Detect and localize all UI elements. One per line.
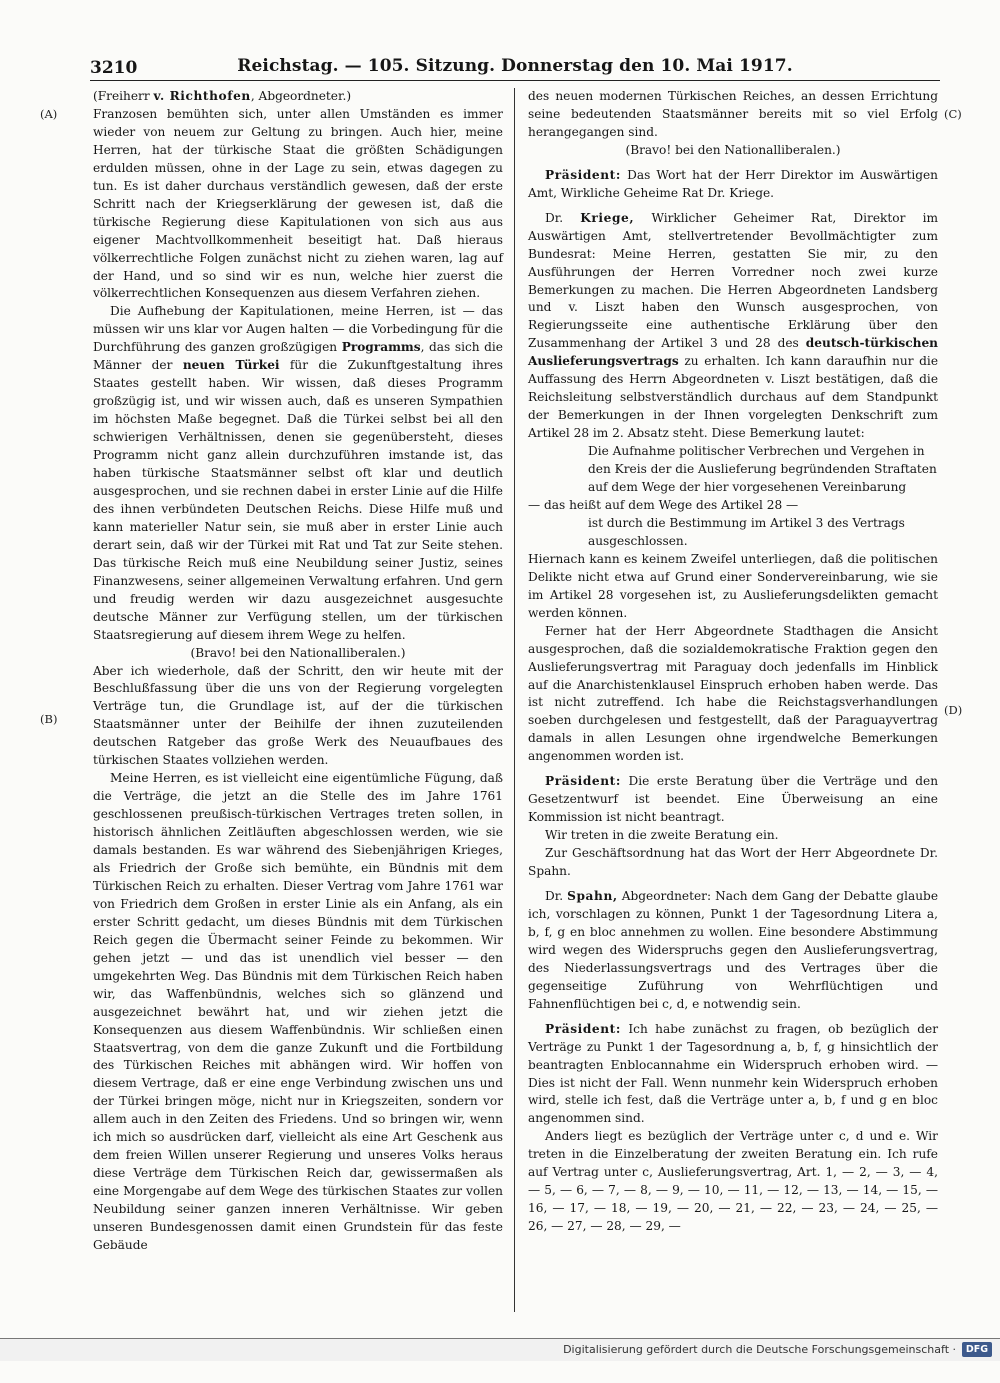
margin-marker-c: (C): [944, 107, 962, 121]
paragraph: Wir treten in die zweite Beratung ein.: [545, 828, 779, 843]
interjection: (Bravo! bei den Nationalliberalen.): [625, 142, 841, 157]
president-label: Präsident:: [545, 774, 621, 789]
left-column: [93, 88, 503, 1255]
margin-marker-a: (A): [40, 107, 58, 121]
president-label: Präsident:: [545, 1021, 621, 1036]
margin-marker-b: (B): [40, 712, 58, 726]
dfg-logo-icon: DFG: [962, 1342, 992, 1357]
quotation: ist durch die Bestimmung im Artikel 3 des Vertrags ausgeschlossen.: [588, 515, 905, 548]
footer-bar: [0, 1338, 1000, 1361]
column-divider: [514, 88, 515, 1312]
page-number: 3210: [90, 58, 138, 78]
right-column: [528, 88, 938, 1236]
paragraph: Hiernach kann es keinem Zweifel unterliegen, daß die politischen Delikte nicht etwa auf Grund einer Sondervereinbarung, wie sie im Artikel 28 vorgesehen ist, zu Auslieferungsdelikten gemacht werden können.: [528, 551, 938, 620]
funding-notice: Digitalisierung gefördert durch die Deutsche Forschungsgemeinschaft ·: [563, 1343, 956, 1356]
president-label: Präsident:: [545, 167, 621, 182]
speech-kriege: Dr. Kriege, Wirklicher Geheimer Rat, Direktor im Auswärtigen Amt, stellvertretender Bevollmächtigter zum Bundesrat: Meine Herren, gestatten Sie mir, zu den Ausführungen der Herren Vorredner noch zwei kurze Bemerkungen zu machen. Die Herren Abgeordneten Landsberg und v. Liszt haben den Wunsch ausgesprochen, von Regierungsseite eine authentische Erklärung über den Zusammenhang der Artikel 3 und 28 des deutsch-türkischen Auslieferungsvertrags zu erhalten. Ich kann daraufhin nur die Auffassung des Herrn Abgeordneten v. Liszt bestätigen, daß die Reichsleitung selbstverständlich durchaus auf dem Standpunkt der Bemerkungen in der Ihnen vorgelegten Denkschrift zum Artikel 28 im 2. Absatz steht. Diese Bemerkung lautet:: [528, 210, 938, 441]
speaker-name: v. Richthofen: [153, 89, 251, 103]
paragraph: Franzosen bemühten sich, unter allen Umständen es immer wieder von neuem zur Geltung zu bringen. Auch hier, meine Herren, hat der türkische Staat die größten Schädigungen erdulden müssen, ohne in der Lage zu sein, etwas dagegen zu tun. Es ist daher durchaus verständlich gewesen, daß der erste Schritt nach der Kriegserklärung der gewesen ist, daß die türkische Regierung diese Kapitulationen von sich aus aus eigener Machtvollkommenheit beseitigt hat. Daß hieraus völkerrechtliche Folgen zunächst nicht zu ziehen waren, lag auf der Hand, und so sind wir es nun, welche hier zuerst die völkerrechtlichen Konsequenzen aus diesem Verfahren ziehen.: [93, 106, 503, 301]
paragraph: Anders liegt es bezüglich der Verträge unter c, d und e. Wir treten in die Einzelberatung der zweiten Beratung ein. Ich rufe auf Vertrag unter c, Auslieferungsvertrag, Art. 1, — 2, — 3, — 4, — 5, — 6, — 7, — 8, — 9, — 10, — 11, — 12, — 13, — 14, — 15, — 16, — 17, — 18, — 19, — 20, — 21, — 22, — 23, — 24, — 25, — 26, — 27, — 28, — 29, —: [528, 1129, 938, 1234]
speaker-title: Freiherr: [97, 89, 150, 103]
president-statement: Präsident: Ich habe zunächst zu fragen, ob bezüglich der Verträge zu Punkt 1 der Tagesordnung a, b, f, g hinsichtlich der beantragten Enblocannahme ein Widerspruch erhoben wird. — Dies ist nicht der Fall. Wenn nunmehr kein Widerspruch erhoben wird, stelle ich fest, daß die Verträge unter a, b, f und g en bloc angenommen sind.: [528, 1021, 939, 1126]
page-header: [90, 54, 940, 81]
speaker-name: Kriege,: [580, 210, 635, 225]
quotation-aside: — das heißt auf dem Wege des Artikel 28 —: [528, 497, 799, 512]
quotation: Die Aufnahme politischer Verbrechen und Vergehen in den Kreis der die Auslieferung begründenden Straftaten auf dem Wege der hier vorgesehenen Vereinbarung: [588, 444, 937, 495]
margin-marker-d: (D): [944, 703, 963, 717]
paragraph-programm: Die Aufhebung der Kapitulationen, meine Herren, ist — das müssen wir uns klar vor Augen halten — die Vorbedingung für die Durchführung des ganzen großzügigen Programms, das sich die Männer der neuen Türkei für die Zukunftgestaltung ihres Staates gestellt haben. Wir wissen, daß dieses Programm großzügig ist, und wir wissen auch, daß es unseren Sympathien im höchsten Maße begegnet. Daß die Türkei selbst bei all den schwierigen Verhältnissen, denen sie gegenübersteht, dieses Programm nicht ganz allein durchzuführen imstande ist, das haben türkische Staatsmänner selbst oft klar und deutlich ausgesprochen, und sie rechnen dabei in erster Linie auf die Hilfe des ihnen verbündeten Deutschen Reichs. Diese Hilfe muß und kann materieller Natur sein, sie muß aber in erster Linie auch derart sein, daß wir der Türkei mit Rat und Tat zur Seite stehen. Das türkische Reich muß eine Neubildung seiner Justiz, seines Finanzwesens, seiner allgemeinen Verwaltung erfahren. Und gern und freudig werden wir dazu ausgezeichnet ausgesuchte deutsche Männer zur Verfügung stellen, um der türkischen Staatsregierung auf diesem ihrem Wege zu helfen.: [93, 304, 503, 642]
speaker-note: (Freiherr v. Richthofen, Abgeordneter.): [93, 89, 352, 103]
president-statement: Präsident: Das Wort hat der Herr Direktor im Auswärtigen Amt, Wirkliche Geheime Rat Dr. Kriege.: [528, 167, 938, 200]
emphasis-programms: Programms: [341, 340, 421, 355]
paragraph: Meine Herren, es ist vielleicht eine eigentümliche Fügung, daß die Verträge, die jetzt an die Stelle des im Jahre 1761 geschlossenen preußisch-türkischen Vertrages treten sollen, in historisch ähnlichen Zeitläuften abgeschlossen werden, wie sie damals bestanden. Es war während des Siebenjährigen Krieges, als Friedrich der Große sich bemühte, ein Bündnis mit dem Türkischen Reich zu erhalten. Dieser Vertrag vom Jahre 1761 war von Friedrich dem Großen in erster Linie als ein Anfang, als ein erster Schritt gedacht, um dieses Bündnis mit dem Türkischen Reich gegen die Übermacht seiner Feinde zu bekommen. Wir gehen jetzt — und das ist unendlich viel besser — den umgekehrten Weg. Das Bündnis mit dem Türkischen Reich haben wir, das Waffenbündnis, welches sich so glänzend und ausgezeichnet bewährt hat, und wir ziehen jetzt die Konsequenzen aus diesem Waffenbündnis. Wir schließen einen Staatsvertrag, von dem die ganze Zukunft und die Fortbildung des Türkischen Reiches mit abhängen wird. Wir hoffen von diesem Vertrage, daß er eine enge Verbindung zwischen uns und der Türkei bringen möge, nicht nur in Kriegszeiten, sondern vor allem auch in den Zeiten des Friedens. Und so bringen wir, wenn ich mich so ausdrücken darf, vielleicht als eine Art Geschenk aus dem freien Willen unserer Regierung und unseres Volks heraus diese Verträge dem Türkischen Reich dar, gewissermaßen als eine Morgengabe auf dem Wege des türkischen Staates zur vollen Neubildung seiner ganzen inneren Verhältnisse. Wir geben unseren Bundesgenossen damit einen Grundstein für das feste Gebäude: [93, 771, 503, 1252]
interjection: (Bravo! bei den Nationalliberalen.): [190, 645, 406, 660]
speaker-role: , Abgeordneter.): [250, 89, 352, 103]
speech-spahn: Dr. Spahn, Abgeordneter: Nach dem Gang der Debatte glaube ich, vorschlagen zu können, Punkt 1 der Tagesordnung Litera a, b, f, g en bloc annehmen zu wollen. Eine besondere Abstimmung wird wegen des Widerspruchs gegen den Auslieferungsvertrag, des Niederlassungsvertrags und des Vertrages über die gegenseitige Zuführung von Wehrflüchtigen und Fahnenflüchtigen bei c, d, e notwendig sein.: [528, 888, 939, 1011]
paragraph: Ferner hat der Herr Abgeordnete Stadthagen die Ansicht ausgesprochen, daß die sozialdemokratische Fraktion gegen den Auslieferungsvertrag mit Paraguay doch jedenfalls im Hinblick auf die Anarchistenklausel Einspruch erhoben haben werde. Das ist nicht zutreffend. Ich habe die Reichstagsverhandlungen soeben durchgelesen und festgestellt, daß der Paraguayvertrag damals in allen Lesungen ohne irgendwelche Bemerkungen angenommen worden ist.: [528, 623, 938, 764]
paragraph: Zur Geschäftsordnung hat das Wort der Herr Abgeordnete Dr. Spahn.: [528, 846, 938, 879]
emphasis-neue-tuerkei: neuen Türkei: [182, 358, 280, 373]
emphasis-vertrag: deutsch-türkischen Auslieferungsvertrags: [528, 336, 938, 369]
paragraph: Aber ich wiederhole, daß der Schritt, den wir heute mit der Beschlußfassung über die uns von der Regierung vorgelegten Verträge tun, die Grundlage ist, auf der die türkischen Staatsmänner unter der Beihilfe der ihnen zuzuteilenden deutschen Ratgeber das große Werk des Neuaufbaues des türkischen Staates vollziehen werden.: [93, 663, 503, 768]
paragraph: des neuen modernen Türkischen Reiches, an dessen Errichtung seine bedeutenden Staatsmänner bereits mit so viel Erfolg herangegangen sind.: [528, 89, 938, 139]
president-statement: Präsident: Die erste Beratung über die Verträge und den Gesetzentwurf ist beendet. Eine Überweisung an eine Kommission ist nicht beantragt.: [528, 774, 939, 825]
running-title: Reichstag. — 105. Sitzung. Donnerstag den 10. Mai 1917.: [237, 56, 793, 76]
speaker-name: Spahn,: [567, 888, 618, 903]
